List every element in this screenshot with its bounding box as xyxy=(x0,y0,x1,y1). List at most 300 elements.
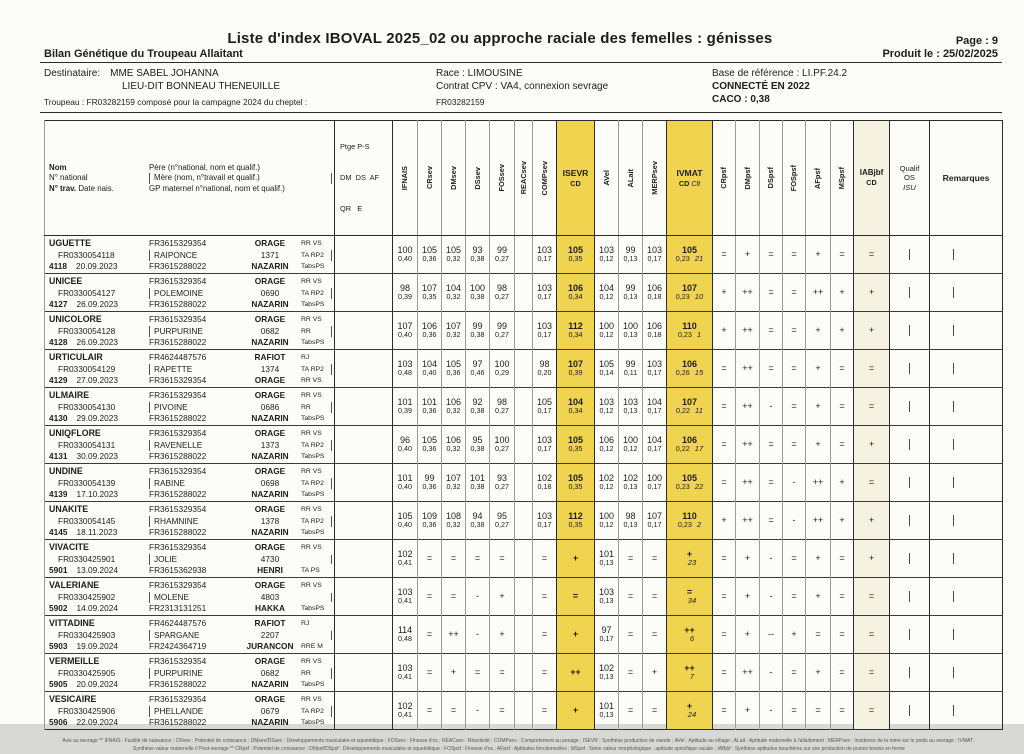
dam-qualif: TA RP2 xyxy=(299,706,332,717)
cell-alait: 98 0,13 xyxy=(619,501,643,539)
cell-avel: 101 0,13 xyxy=(595,691,619,729)
birth-date: 20.09.2024 xyxy=(76,679,118,690)
dam-name: PIVOINE xyxy=(149,402,241,413)
cell-qualif xyxy=(890,653,930,691)
cell-dspsf: - xyxy=(760,577,783,615)
remarques-divider xyxy=(953,667,954,678)
gp-name: HENRI xyxy=(257,565,283,576)
header-fospsf: FOSpsf xyxy=(783,121,806,236)
work-number: 5902 xyxy=(49,603,68,614)
work-number-and-date xyxy=(49,527,149,538)
cell-isevr: = xyxy=(557,577,595,615)
cell-dmsev: = xyxy=(442,577,466,615)
header-ivmat: IVMAT CD Clt xyxy=(667,121,713,236)
remarques-divider xyxy=(953,325,954,336)
national-number: FR0330425902 xyxy=(58,591,116,602)
birth-date: 20.09.2023 xyxy=(76,261,118,272)
header-identity xyxy=(45,121,335,236)
cell-avel: 104 0,12 xyxy=(595,273,619,311)
cell-crsev: = xyxy=(418,539,442,577)
cell-iabjbf: + xyxy=(854,273,890,311)
cell-afpsf: + xyxy=(806,311,831,349)
cell-ivmat: 110 0,23 2 xyxy=(667,501,713,539)
cell-dmsev: 108 0,32 xyxy=(442,501,466,539)
header-dmpsf: DMpsf xyxy=(736,121,760,236)
cell-mspsf: + xyxy=(831,463,854,501)
cell-identity xyxy=(45,349,335,387)
cell-ptge xyxy=(335,425,393,463)
cell-compsev: 103 0,17 xyxy=(533,273,557,311)
header-gp: GP maternel n°national, nom et qualif.) xyxy=(149,183,285,193)
header-crpsf: CRpsf xyxy=(713,121,736,236)
cell-avel: 102 0,13 xyxy=(595,653,619,691)
cell-merpsev: = xyxy=(643,539,667,577)
cell-ifnais: 105 0,40 xyxy=(393,501,418,539)
header-dssev: DSsev xyxy=(466,121,490,236)
table-row xyxy=(45,387,1003,425)
qualif-divider xyxy=(909,477,910,488)
qualif-divider xyxy=(909,363,910,374)
cell-alait: 102 0,13 xyxy=(619,463,643,501)
animal-name: VALERIANE xyxy=(49,580,100,591)
cell-ifnais: 101 0,39 xyxy=(393,387,418,425)
cell-merpsev: 104 0,17 xyxy=(643,425,667,463)
gp-qualif: TabsPS xyxy=(301,529,325,537)
dam-name: PURPURINE xyxy=(149,326,241,337)
sire-number: FR4624487576 xyxy=(149,352,207,363)
cell-crsev: 105 0,36 xyxy=(418,425,442,463)
dam-work-number: 4803 xyxy=(260,591,280,602)
cell-qualif xyxy=(890,387,930,425)
sire-qualif: RR VS xyxy=(301,658,322,666)
gp-number: FR2424364719 xyxy=(149,641,207,652)
table-row xyxy=(45,273,1003,311)
cell-isevr: 105 0,35 xyxy=(557,463,595,501)
dam-name: POLEMOINE xyxy=(149,288,241,299)
cell-dmpsf: ++ xyxy=(736,349,760,387)
cell-avel: 101 0,13 xyxy=(595,539,619,577)
sire-name: RAFIOT xyxy=(254,352,286,363)
cell-dssev: = xyxy=(466,539,490,577)
work-number: 4139 xyxy=(49,489,68,500)
gp-number: FR2313131251 xyxy=(149,603,207,614)
cell-merpsev: 106 0,18 xyxy=(643,273,667,311)
cell-fossev: 95 0,27 xyxy=(490,501,515,539)
gp-name: NAZARIN xyxy=(251,337,289,348)
legend-line-2: Synthèse valeur maternelle // Post-sevrage ** CRpsf : Potentiel de croissance ; DMpsf/DSpsf : Développements musculaire et squelettique ; FOSpsf : Finesse d'os ; AFpsf : Aptitudes fonctionnelles ; MSpsf : 5ème valeur morphologique : aptitude spécifique raciale ; IABjbf : Synthèse aptitudes bouchères sur une production de jeunes bovins en ferme xyxy=(133,746,905,753)
cell-fossev: = xyxy=(490,653,515,691)
sire-number: FR3615329354 xyxy=(149,428,207,439)
cell-qualif xyxy=(890,273,930,311)
gp-number: FR3615288022 xyxy=(149,413,207,424)
cell-dmsev: 105 0,32 xyxy=(442,235,466,273)
dam-work-number: 0686 xyxy=(260,401,280,412)
table-row xyxy=(45,311,1003,349)
national-number: FR0330054131 xyxy=(58,439,116,450)
caco-line: CACO : 0,38 xyxy=(712,94,770,105)
cell-qualif xyxy=(890,539,930,577)
cell-dssev: 97 0,46 xyxy=(466,349,490,387)
remarques-divider xyxy=(953,705,954,716)
cell-fossev: 100 0,27 xyxy=(490,425,515,463)
cell-ifnais: 103 0,41 xyxy=(393,577,418,615)
cell-reacsev xyxy=(515,235,533,273)
cell-remarques xyxy=(930,653,1003,691)
sire-number: FR3615329354 xyxy=(149,504,207,515)
header-reacsev: REACsev xyxy=(515,121,533,236)
cell-fospsf: = xyxy=(783,273,806,311)
cell-fossev: 99 0,27 xyxy=(490,235,515,273)
dam-qualif: RR xyxy=(299,668,332,679)
header-mere: Mère (nom, n°travail et qualif.) xyxy=(149,173,332,183)
cell-merpsev: = xyxy=(643,691,667,729)
cell-remarques xyxy=(930,691,1003,729)
dam-qualif: RR xyxy=(299,326,332,337)
cell-alait: = xyxy=(619,653,643,691)
dam-name: RAVENELLE xyxy=(149,440,241,451)
gp-name: NAZARIN xyxy=(251,527,289,538)
gp-number: FR3615288022 xyxy=(149,717,207,728)
sire-name: ORAGE xyxy=(254,694,286,705)
cell-ivmat: 105 0,23 22 xyxy=(667,463,713,501)
cell-compsev: 103 0,17 xyxy=(533,425,557,463)
dam-qualif xyxy=(299,631,332,640)
table-header xyxy=(45,121,1003,236)
work-number-and-date xyxy=(49,641,149,652)
national-number: FR0330054129 xyxy=(58,363,116,374)
qualif-divider xyxy=(909,667,910,678)
dam-name: PHELLANDE xyxy=(149,706,241,717)
cell-isevr: + xyxy=(557,615,595,653)
cell-compsev: = xyxy=(533,691,557,729)
cell-isevr: 107 0,39 xyxy=(557,349,595,387)
work-number: 4131 xyxy=(49,451,68,462)
cell-compsev: = xyxy=(533,653,557,691)
cell-fossev: = xyxy=(490,539,515,577)
header-afpsf: AFpsf xyxy=(806,121,831,236)
cell-alait: = xyxy=(619,539,643,577)
cell-fossev: + xyxy=(490,577,515,615)
cell-identity xyxy=(45,463,335,501)
cell-iabjbf: + xyxy=(854,425,890,463)
birth-date: 26.09.2023 xyxy=(76,299,118,310)
sire-number: FR4624487576 xyxy=(149,618,207,629)
gp-name: NAZARIN xyxy=(251,489,289,500)
gp-qualif: TabsPS xyxy=(301,453,325,461)
sire-qualif: RR VS xyxy=(301,468,322,476)
ptge-line3: QR E xyxy=(340,203,363,213)
cell-fospsf: = xyxy=(783,425,806,463)
gp-name: NAZARIN xyxy=(251,451,289,462)
cell-dmpsf: + xyxy=(736,615,760,653)
national-number: FR0330425905 xyxy=(58,667,116,678)
table-body xyxy=(45,235,1003,729)
cell-isevr: 104 0,34 xyxy=(557,387,595,425)
cell-dspsf: = xyxy=(760,273,783,311)
cell-mspsf: = xyxy=(831,387,854,425)
base-reference: Base de référence : LI.PF.24.2 xyxy=(712,68,848,79)
cell-afpsf: = xyxy=(806,691,831,729)
cell-fospsf: = xyxy=(783,311,806,349)
sire-name: ORAGE xyxy=(254,542,286,553)
cell-isevr: 105 0,35 xyxy=(557,425,595,463)
cell-afpsf: + xyxy=(806,653,831,691)
gp-name: NAZARIN xyxy=(251,717,289,728)
birth-date: 27.09.2023 xyxy=(76,375,118,386)
sire-qualif: RJ xyxy=(301,620,310,628)
cell-identity xyxy=(45,691,335,729)
cell-isevr: 106 0,34 xyxy=(557,273,595,311)
cell-merpsev: 100 0,17 xyxy=(643,463,667,501)
ptge-line2: DM DS AF xyxy=(340,172,380,182)
cell-avel: 102 0,12 xyxy=(595,463,619,501)
qualif-divider xyxy=(909,401,910,412)
header-mspsf: MSpsf xyxy=(831,121,854,236)
header-isevr: ISEVR CD xyxy=(557,121,595,236)
header-alait: ALait xyxy=(619,121,643,236)
remarques-divider xyxy=(953,287,954,298)
cell-fospsf: = xyxy=(783,539,806,577)
animal-name: VESICAIRE xyxy=(49,694,97,705)
dam-name: RAIPONCE xyxy=(149,250,241,261)
cell-identity xyxy=(45,387,335,425)
cell-mspsf: = xyxy=(831,577,854,615)
table-row xyxy=(45,653,1003,691)
header-avel: AVel xyxy=(595,121,619,236)
cell-iabjbf: = xyxy=(854,691,890,729)
cell-ifnais: 107 0,40 xyxy=(393,311,418,349)
sire-number: FR3615329354 xyxy=(149,466,207,477)
cell-ivmat: ++ 6 xyxy=(667,615,713,653)
header-n-trav: N° trav. Date nais. xyxy=(49,183,114,193)
cell-fossev: 93 0,27 xyxy=(490,463,515,501)
cell-qualif xyxy=(890,615,930,653)
cell-dssev: - xyxy=(466,577,490,615)
sire-name: ORAGE xyxy=(254,276,286,287)
qualif-line1: Qualif xyxy=(899,163,920,173)
cell-remarques xyxy=(930,615,1003,653)
animal-name: VITTADINE xyxy=(49,618,95,629)
cell-dmsev: 104 0,32 xyxy=(442,273,466,311)
cell-afpsf: ++ xyxy=(806,501,831,539)
header-pere: Père (n°national, nom et qualif.) xyxy=(149,163,261,173)
cell-dmsev: = xyxy=(442,539,466,577)
birth-date: 22.09.2024 xyxy=(76,717,118,728)
cell-crpsf: = xyxy=(713,349,736,387)
gp-qualif: TabsPS xyxy=(301,339,325,347)
national-number: FR0330054130 xyxy=(58,401,116,412)
cell-iabjbf: + xyxy=(854,539,890,577)
cell-qualif xyxy=(890,691,930,729)
cell-crpsf: + xyxy=(713,273,736,311)
cell-ptge xyxy=(335,349,393,387)
gp-name: NAZARIN xyxy=(251,679,289,690)
ptge-line1: Ptge P-S xyxy=(340,141,370,151)
remarques-divider xyxy=(953,591,954,602)
cell-qualif xyxy=(890,463,930,501)
cell-crpsf: = xyxy=(713,653,736,691)
cell-avel: 106 0,12 xyxy=(595,425,619,463)
cell-dmpsf: + xyxy=(736,577,760,615)
cell-afpsf: ++ xyxy=(806,273,831,311)
header-qualif xyxy=(890,121,930,236)
dam-work-number: 1371 xyxy=(260,249,280,260)
cell-alait: 99 0,13 xyxy=(619,273,643,311)
gp-number: FR3615362938 xyxy=(149,565,207,576)
dam-name: SPARGANE xyxy=(149,630,241,641)
dam-work-number: 0690 xyxy=(260,287,280,298)
birth-date: 29.09.2023 xyxy=(76,413,118,424)
gp-name: NAZARIN xyxy=(251,261,289,272)
cell-isevr: + xyxy=(557,691,595,729)
dam-work-number: 1374 xyxy=(260,363,280,374)
page-title: Liste d'index IBOVAL 2025_02 ou approche raciale des femelles : génisses xyxy=(227,30,773,47)
cell-reacsev xyxy=(515,349,533,387)
work-number-and-date xyxy=(49,451,149,462)
cell-avel: 103 0,12 xyxy=(595,387,619,425)
gp-qualif: TabsPS xyxy=(301,263,325,271)
cell-mspsf: = xyxy=(831,349,854,387)
cell-alait: = xyxy=(619,691,643,729)
cell-isevr: 105 0,35 xyxy=(557,235,595,273)
cell-avel: 97 0,17 xyxy=(595,615,619,653)
table-row xyxy=(45,463,1003,501)
cell-crsev: = xyxy=(418,615,442,653)
cell-avel: 100 0,12 xyxy=(595,311,619,349)
cell-qualif xyxy=(890,501,930,539)
cell-merpsev: = xyxy=(643,615,667,653)
cell-crpsf: = xyxy=(713,235,736,273)
cell-identity xyxy=(45,273,335,311)
qualif-divider xyxy=(909,591,910,602)
work-number-and-date xyxy=(49,375,149,386)
cell-dspsf: = xyxy=(760,349,783,387)
work-number: 4129 xyxy=(49,375,68,386)
cell-iabjbf: = xyxy=(854,463,890,501)
cell-ptge xyxy=(335,691,393,729)
cell-crsev: 109 0,36 xyxy=(418,501,442,539)
cell-reacsev xyxy=(515,653,533,691)
sire-qualif: RR VS xyxy=(301,544,322,552)
cell-reacsev xyxy=(515,615,533,653)
dam-work-number: 0698 xyxy=(260,477,280,488)
national-number: FR0330054139 xyxy=(58,477,116,488)
national-number: FR0330054127 xyxy=(58,287,116,298)
gp-qualif: TabsPS xyxy=(301,491,325,499)
table-row xyxy=(45,615,1003,653)
cell-fossev: 99 0,27 xyxy=(490,311,515,349)
remarques-divider xyxy=(953,477,954,488)
cell-ivmat: 107 0,23 10 xyxy=(667,273,713,311)
cell-afpsf: = xyxy=(806,615,831,653)
cell-fossev: 98 0,27 xyxy=(490,273,515,311)
cell-dmsev: 106 0,32 xyxy=(442,387,466,425)
cell-mspsf: = xyxy=(831,653,854,691)
work-number: 5901 xyxy=(49,565,68,576)
cell-qualif xyxy=(890,577,930,615)
cell-remarques xyxy=(930,273,1003,311)
header-nom: Nom xyxy=(49,163,67,173)
animal-name: UNICEE xyxy=(49,276,83,287)
contrat-line: Contrat CPV : VA4, connexion sevrage xyxy=(436,81,609,92)
national-number: FR0330425901 xyxy=(58,553,116,564)
cell-mspsf: + xyxy=(831,273,854,311)
cell-crsev: 101 0,36 xyxy=(418,387,442,425)
remarques-divider xyxy=(953,629,954,640)
qualif-line2: OS xyxy=(904,173,915,183)
gp-number: FR3615288022 xyxy=(149,489,207,500)
cell-mspsf: + xyxy=(831,311,854,349)
cell-compsev: 105 0,17 xyxy=(533,387,557,425)
cell-fospsf: = xyxy=(783,577,806,615)
connecte-line: CONNECTÉ EN 2022 xyxy=(712,81,810,92)
sire-name: ORAGE xyxy=(254,390,286,401)
remarques-divider xyxy=(953,553,954,564)
cell-crsev: 106 0,36 xyxy=(418,311,442,349)
cell-remarques xyxy=(930,235,1003,273)
birth-date: 17.10.2023 xyxy=(76,489,118,500)
sire-name: ORAGE xyxy=(254,656,286,667)
qualif-divider xyxy=(909,249,910,260)
cell-remarques xyxy=(930,387,1003,425)
cell-avel: 100 0,12 xyxy=(595,501,619,539)
cell-dspsf: = xyxy=(760,463,783,501)
cell-ivmat: 107 0,22 11 xyxy=(667,387,713,425)
dam-work-number: 2207 xyxy=(260,629,280,640)
cell-ptge xyxy=(335,577,393,615)
gp-qualif: TabsPS xyxy=(301,301,325,309)
table-row xyxy=(45,539,1003,577)
gp-number: FR3615329354 xyxy=(149,375,207,386)
cell-identity xyxy=(45,311,335,349)
cell-mspsf: = xyxy=(831,235,854,273)
cell-identity xyxy=(45,425,335,463)
cell-compsev: = xyxy=(533,539,557,577)
cell-ivmat: ++ 7 xyxy=(667,653,713,691)
sire-qualif: RR VS xyxy=(301,582,322,590)
cell-crpsf: = xyxy=(713,425,736,463)
cell-ptge xyxy=(335,273,393,311)
cheptel-number: FR03282159 xyxy=(436,97,485,107)
sire-qualif: RR VS xyxy=(301,696,322,704)
gp-name: JURANCON xyxy=(246,641,294,652)
dam-qualif: RR xyxy=(299,402,332,413)
title-row xyxy=(0,0,1024,47)
gp-qualif: TabsPS xyxy=(301,719,325,727)
cell-alait: 99 0,11 xyxy=(619,349,643,387)
dam-work-number: 1373 xyxy=(260,439,280,450)
cell-dssev: 95 0,38 xyxy=(466,425,490,463)
cell-isevr: 112 0,34 xyxy=(557,311,595,349)
cell-compsev: = xyxy=(533,615,557,653)
cell-afpsf: + xyxy=(806,577,831,615)
cell-ifnais: 102 0,41 xyxy=(393,539,418,577)
cell-remarques xyxy=(930,577,1003,615)
info-contrat xyxy=(436,68,712,107)
gp-name: HAKKA xyxy=(255,603,285,614)
destinataire-label: Destinataire: xyxy=(44,68,101,79)
sire-qualif: RR VS xyxy=(301,392,322,400)
sire-number: FR3615329354 xyxy=(149,390,207,401)
cell-reacsev xyxy=(515,501,533,539)
cell-fospsf: = xyxy=(783,349,806,387)
sire-qualif: RR VS xyxy=(301,240,322,248)
cell-fospsf: - xyxy=(783,501,806,539)
table-row xyxy=(45,349,1003,387)
cell-ptge xyxy=(335,501,393,539)
dam-name: RHAMNINE xyxy=(149,516,241,527)
cell-ivmat: 106 0,22 17 xyxy=(667,425,713,463)
